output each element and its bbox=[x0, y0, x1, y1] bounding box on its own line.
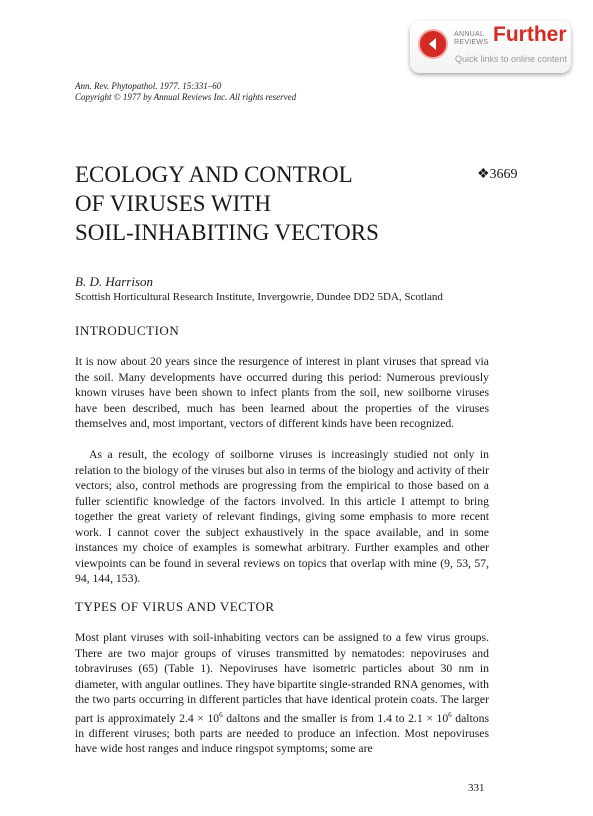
further-banner[interactable] bbox=[410, 21, 571, 73]
section-heading-types: TYPES OF VIRUS AND VECTOR bbox=[75, 599, 275, 614]
author-name: B. D. Harrison bbox=[75, 274, 154, 289]
document-number: ❖3669 bbox=[477, 167, 518, 182]
intro-paragraph-1: It is now about 20 years since the resurgence of interest in plant viruses that spread via the soil. Many developments have occurred during this period: Numerous previously known viruses have been shown to infect plants from the soil, new soilborne viruses have been described, much has been learned about the properties of the viruses themselves and, most important, vectors of different kinds have been recognized. bbox=[75, 355, 489, 430]
annual-reviews-logo-icon bbox=[418, 29, 448, 59]
intro-paragraph-2: As a result, the ecology of soilborne viruses is increasingly studied not only in relation to the biology of the viruses but also in terms of the biology and activity of their vectors; also, control methods are progressing from the empirical to those based on a fuller scientific knowledge of the factors involved. In this article I attempt to bring together the great variety of relevant findings, giving some emphasis to more recent work. I cannot cover the subject exhaustively in the space available, and in some instances my choice of examples is somewhat arbitrary. Further examples and other viewpoints can be found in several reviews on topics that overlap with mine (9, 53, 57, 94, 144, 153). bbox=[75, 448, 489, 585]
article-title: ECOLOGY AND CONTROL OF VIRUSES WITH SOIL-INHABITING VECTORS bbox=[75, 162, 379, 245]
banner-further-label: Further bbox=[493, 23, 567, 46]
copyright-line: Copyright © 1977 by Annual Reviews Inc. All rights reserved bbox=[75, 92, 297, 102]
page-number: 331 bbox=[468, 782, 485, 794]
author-affiliation: Scottish Horticultural Research Institute, Invergowrie, Dundee DD2 5DA, Scotland bbox=[75, 291, 443, 303]
banner-annual-reviews: ANNUAL REVIEWS bbox=[454, 31, 489, 46]
types-paragraph-1: Most plant viruses with soil-inhabiting vectors can be assigned to a few virus groups. There are two major groups of viruses transmitted by nematodes: nepoviruses and tobraviruses (65) (Table 1). Nepoviruses have isometric particles about 30 nm in diameter, with angular outlines. They have bipartite single-stranded RNA genomes, with the two parts occurring in different particles that have identical protein coats. The larger part is approximately $2.4 \times 10^6$ daltons and the smaller is from 1.4 to $2.1 \times 10^6$ daltons in different viruses; both parts are needed to produce an infection. Most nepoviruses have wide host ranges and induce ringspot symptoms; some are bbox=[75, 631, 489, 756]
journal-citation bbox=[75, 81, 296, 103]
section-heading-introduction: INTRODUCTION bbox=[75, 323, 180, 338]
citation-line: Ann. Rev. Phytopathol. 1977. 15:331–60 bbox=[75, 81, 222, 91]
banner-subtitle: Quick links to online content bbox=[455, 54, 568, 64]
